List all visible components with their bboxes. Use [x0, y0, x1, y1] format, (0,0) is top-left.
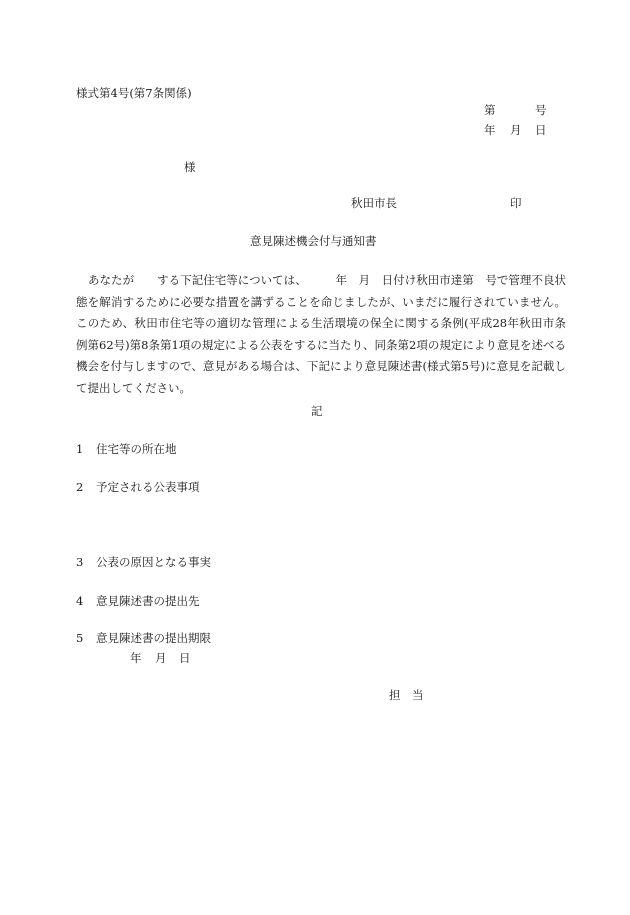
- list-item: [76, 557, 211, 569]
- item-label: 意見陳述書の提出期限: [96, 631, 211, 645]
- doc-date-year: 年: [484, 123, 496, 137]
- body-paragraph: あなたが する下記住宅等については、 年 月 日付け秋田市達第 号で管理不良状態を解消するために必要な措置を講ずることを命じましたが、いまだに履行されていません。このため、秋田市住宅等の適切な管理による生活環境の保全に関する条例(平成28年秋田市条例第62号)第8条第1項の規定による公表をするに当たり、同条第2項の規定により意見を述べる機会を付与しますので、意見がある場合は、下記により意見陳述書(様式第5号)に意見を記載して提出してください。: [76, 273, 566, 395]
- doc-title: 意見陳述機会付与通知書: [250, 234, 377, 248]
- contact-label: 担 当: [389, 688, 424, 702]
- deadline-date-year: 年: [130, 651, 142, 665]
- list-item: [76, 482, 200, 494]
- item-label: 公表の原因となる事実: [96, 555, 211, 569]
- deadline-date-day: 日: [179, 651, 191, 665]
- item-number: 1: [76, 442, 84, 456]
- doc-number-suffix: 号: [535, 103, 547, 117]
- item-label: 住宅等の所在地: [96, 442, 177, 456]
- item-number: 5: [76, 631, 84, 645]
- list-item: [76, 596, 200, 608]
- doc-number-prefix: 第: [484, 103, 496, 117]
- item-number: 2: [76, 480, 84, 494]
- ki-heading: 記: [311, 404, 323, 418]
- list-item: [76, 633, 211, 645]
- doc-date-day: 日: [535, 123, 547, 137]
- item-number: 3: [76, 555, 84, 569]
- list-item: [76, 444, 177, 456]
- addressee-suffix: 様: [184, 160, 196, 174]
- seal-mark: 印: [510, 196, 522, 210]
- item-number: 4: [76, 594, 84, 608]
- deadline-date-month: 月: [155, 651, 167, 665]
- item-label: 意見陳述書の提出先: [96, 594, 200, 608]
- doc-date-month: 月: [510, 123, 522, 137]
- form-label: 様式第4号(第7条関係): [76, 86, 192, 100]
- item-label: 予定される公表事項: [96, 480, 200, 494]
- sender-title: 秋田市長: [351, 196, 397, 210]
